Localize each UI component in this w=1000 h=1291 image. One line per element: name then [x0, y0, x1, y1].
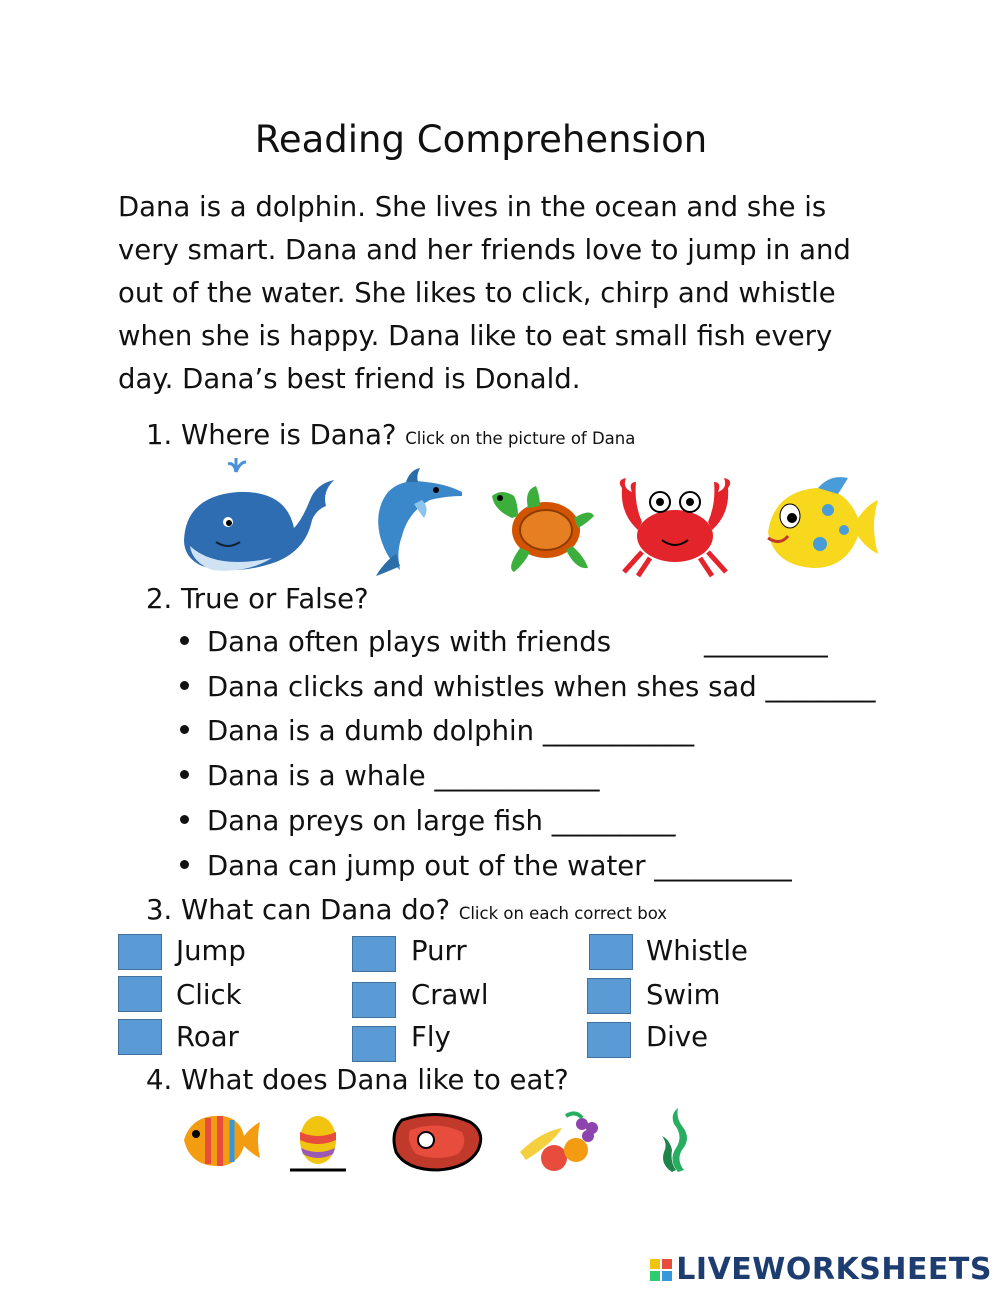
whale-picture[interactable] [176, 458, 341, 580]
question-1 [146, 419, 635, 451]
fish-picture[interactable] [758, 474, 880, 578]
statement-text: Dana is a dumb dolphin [207, 715, 535, 747]
true-false-item [180, 626, 611, 658]
answer-blank[interactable]: ___________ [542, 715, 695, 747]
true-false-item [180, 805, 675, 837]
question-4-text: What does Dana like to eat? [181, 1064, 569, 1096]
question-4 [146, 1064, 569, 1096]
checkbox-fly[interactable] [352, 1026, 396, 1062]
bullet-icon [180, 770, 189, 779]
option-label: Whistle [646, 935, 748, 967]
question-1-number: 1. [146, 419, 173, 451]
question-3-hint: Click on each correct box [458, 904, 668, 923]
answer-blank[interactable]: ____________ [434, 760, 600, 792]
question-2-text: True or False? [181, 583, 369, 615]
question-3 [146, 894, 667, 926]
answer-blank[interactable]: _________ [704, 626, 828, 658]
bullet-icon [180, 860, 189, 869]
true-false-item [180, 760, 599, 792]
meat-picture[interactable] [382, 1106, 494, 1174]
question-4-number: 4. [146, 1064, 173, 1096]
option-label: Swim [646, 979, 721, 1011]
checkbox-click[interactable] [118, 976, 162, 1012]
true-false-item [180, 850, 792, 882]
question-3-text: What can Dana do? [181, 894, 451, 926]
liveworksheets-logo [650, 1252, 992, 1287]
bullet-icon [180, 815, 189, 824]
option-label: Fly [411, 1021, 451, 1053]
page-title: Reading Comprehension [254, 118, 708, 161]
bullet-icon [180, 725, 189, 734]
question-1-text: Where is Dana? [181, 419, 397, 451]
answer-blank[interactable]: __________ [654, 850, 792, 882]
answer-blank[interactable]: _________ [551, 805, 676, 837]
fruit-picture[interactable] [510, 1106, 612, 1174]
statement-text: Dana clicks and whistles when shes sad [207, 671, 757, 703]
question-3-number: 3. [146, 894, 173, 926]
dolphin-picture[interactable] [366, 466, 466, 578]
statement-text: Dana can jump out of the water [207, 850, 646, 882]
egg-picture[interactable] [290, 1112, 346, 1174]
option-label: Click [176, 979, 242, 1011]
question-1-hint: Click on the picture of Dana [405, 429, 636, 448]
answer-blank[interactable]: ________ [765, 671, 876, 703]
bullet-icon [180, 636, 189, 645]
checkbox-crawl[interactable] [352, 982, 396, 1018]
turtle-picture[interactable] [484, 472, 596, 578]
question-2 [146, 583, 369, 615]
checkbox-dive[interactable] [587, 1022, 631, 1058]
option-label: Purr [411, 935, 467, 967]
checkbox-purr[interactable] [352, 936, 396, 972]
crab-picture[interactable] [612, 474, 738, 578]
checkbox-whistle[interactable] [589, 934, 633, 970]
statement-text: Dana preys on large fish [207, 805, 543, 837]
option-label: Crawl [411, 979, 489, 1011]
checkbox-swim[interactable] [587, 978, 631, 1014]
bullet-icon [180, 681, 189, 690]
small-fish-picture[interactable] [178, 1106, 262, 1174]
option-label: Roar [176, 1021, 239, 1053]
true-false-item [180, 715, 694, 747]
checkbox-roar[interactable] [118, 1019, 162, 1055]
checkbox-jump[interactable] [118, 934, 162, 970]
option-label: Jump [176, 935, 246, 967]
logo-text: LIVEWORKSHEETS [676, 1252, 992, 1287]
true-false-item [180, 671, 875, 703]
question-2-number: 2. [146, 583, 173, 615]
statement-text: Dana often plays with friends [207, 626, 612, 658]
statement-text: Dana is a whale [207, 760, 426, 792]
reading-passage: Dana is a dolphin. She lives in the ocean and she is very smart. Dana and her friends love to jump in and out of the water. She likes to click, chirp and whistle when she is happy. Dana like to eat small fish every day. Dana’s best friend is Donald. [118, 191, 851, 395]
logo-blocks-icon [650, 1259, 672, 1281]
option-label: Dive [646, 1021, 709, 1053]
seaweed-picture[interactable] [650, 1106, 706, 1174]
